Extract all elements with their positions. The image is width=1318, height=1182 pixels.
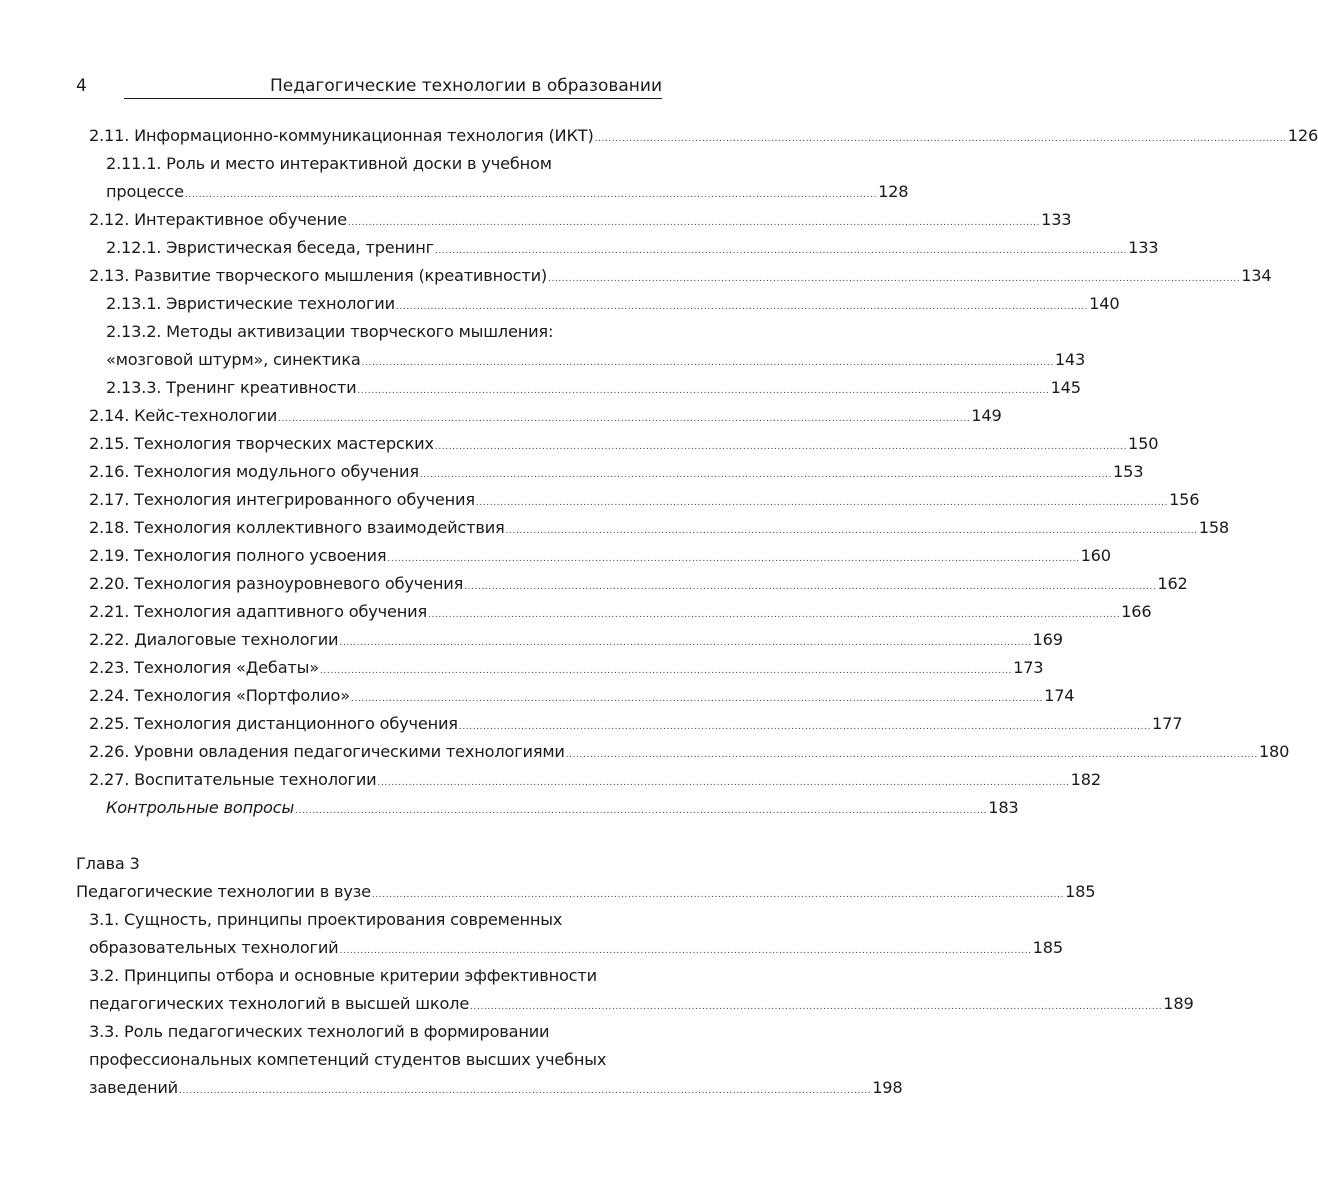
toc-entry-title: 2.11. Информационно-коммуникационная технология (ИКТ) [89, 126, 594, 145]
toc-entry [0, 796, 1019, 824]
toc-entry [0, 908, 756, 936]
toc-entry-line [89, 490, 1200, 509]
toc-entry-title: 2.23. Технология «Дебаты» [89, 658, 319, 677]
toc-leader-dots: ........................................................................................................................................................................................................ [458, 722, 1152, 732]
toc-leader-dots: ........................................................................................................................................................................................................ [505, 526, 1198, 536]
toc-entry-page: 198 [872, 1078, 903, 1097]
toc-entry-line [89, 938, 1063, 957]
header-rule [124, 98, 662, 99]
toc-entry-line [89, 1022, 549, 1041]
toc-leader-dots: ........................................................................................................................................................................................................ [594, 134, 1287, 144]
toc-entry-page: 143 [1054, 350, 1086, 369]
toc-entry [0, 264, 1272, 292]
toc-entry-line [89, 434, 1159, 453]
toc-leader-dots: ........................................................................................................................................................................................................ [387, 554, 1080, 564]
toc-entry-page: 185 [1065, 882, 1096, 901]
toc-entry-line [89, 406, 1002, 425]
toc-entry-title: «мозговой штурм», синектика [106, 350, 361, 369]
toc-entry-line [89, 994, 1194, 1013]
toc-leader-dots: ........................................................................................................................................................................................................ [371, 890, 1065, 900]
toc-entry-page: 173 [1013, 658, 1044, 677]
table-of-contents [0, 124, 1318, 1104]
toc-entry-line [89, 518, 1230, 537]
toc-entry-page: 177 [1152, 714, 1183, 733]
toc-entry [0, 320, 756, 348]
toc-entry-page: 133 [1041, 210, 1072, 229]
toc-entry [0, 404, 1002, 432]
toc-entry-page: 169 [1032, 630, 1063, 649]
toc-entry-page: 158 [1198, 518, 1230, 537]
toc-entry-title: 3.3. Роль педагогических технологий в формировании [89, 1022, 550, 1041]
toc-leader-dots: ........................................................................................................................................................................................................ [350, 694, 1044, 704]
toc-entry-page: 153 [1113, 462, 1144, 481]
toc-entry-title: 2.11.1. Роль и место интерактивной доски в учебном [106, 154, 552, 173]
toc-leader-dots: ........................................................................................................................................................................................................ [419, 470, 1113, 480]
toc-entry-line [89, 1050, 606, 1069]
toc-entry-line [106, 154, 552, 173]
toc-entry-page: 156 [1169, 490, 1200, 509]
toc-entry [0, 348, 1086, 376]
toc-entry-line [89, 686, 1075, 705]
toc-entry-title: 3.2. Принципы отбора и основные критерии эффективности [89, 966, 597, 985]
toc-entry-page: 174 [1044, 686, 1075, 705]
toc-entry [0, 1020, 756, 1048]
toc-entry [0, 180, 909, 208]
toc-entry-line [106, 322, 553, 341]
toc-entry-line [89, 210, 1072, 229]
toc-entry [0, 852, 756, 880]
toc-entry-page: 160 [1080, 546, 1111, 565]
running-title: Педагогические технологии в образовании [270, 76, 662, 96]
toc-entry-line [89, 126, 1318, 145]
toc-entry-title: 2.16. Технология модульного обучения [89, 462, 419, 481]
toc-entry-line [89, 714, 1183, 733]
toc-entry-title: 2.13. Развитие творческого мышления (креативности) [89, 266, 548, 285]
toc-leader-dots: ........................................................................................................................................................................................................ [347, 218, 1041, 228]
toc-entry-title: 2.19. Технология полного усвоения [89, 546, 387, 565]
toc-leader-dots: ........................................................................................................................................................................................................ [475, 498, 1169, 508]
toc-entry-line [89, 266, 1272, 285]
toc-leader-dots: ........................................................................................................................................................................................................ [295, 806, 988, 816]
toc-entry-title: Педагогические технологии в вузе [76, 882, 371, 901]
toc-entry-page: 140 [1089, 294, 1120, 313]
toc-leader-dots: ........................................................................................................................................................................................................ [339, 638, 1032, 648]
toc-entry-title: профессиональных компетенций студентов высших учебных [89, 1050, 607, 1069]
toc-entry-line [76, 854, 140, 873]
toc-leader-dots: ........................................................................................................................................................................................................ [377, 778, 1070, 788]
toc-entry-title: 2.22. Диалоговые технологии [89, 630, 339, 649]
toc-entry-title: 2.21. Технология адаптивного обучения [89, 602, 427, 621]
toc-entry-page: 150 [1128, 434, 1159, 453]
toc-entry-title: 2.27. Воспитательные технологии [89, 770, 377, 789]
toc-entry-title: 2.13.1. Эвристические технологии [106, 294, 395, 313]
toc-leader-dots: ........................................................................................................................................................................................................ [278, 414, 971, 424]
toc-entry [0, 964, 756, 992]
toc-entry-line [89, 910, 562, 929]
toc-entry [0, 544, 1111, 572]
toc-entry-title: 2.26. Уровни овладения педагогическими технологиями [89, 742, 565, 761]
toc-entry [0, 488, 1200, 516]
toc-entry [0, 1048, 756, 1076]
toc-entry-title: образовательных технологий [89, 938, 339, 957]
toc-entry-page: 185 [1032, 938, 1063, 957]
toc-entry-title: 2.12. Интерактивное обучение [89, 210, 347, 229]
toc-entry [0, 236, 1159, 264]
toc-spacer [0, 824, 756, 852]
toc-leader-dots: ........................................................................................................................................................................................................ [565, 750, 1258, 760]
toc-leader-dots: ........................................................................................................................................................................................................ [434, 442, 1128, 452]
toc-entry-page: 128 [878, 182, 909, 201]
toc-entry [0, 460, 1144, 488]
toc-entry-title: 2.18. Технология коллективного взаимодействия [89, 518, 505, 537]
toc-leader-dots: ........................................................................................................................................................................................................ [470, 1002, 1163, 1012]
toc-leader-dots: ........................................................................................................................................................................................................ [464, 582, 1157, 592]
toc-entry [0, 992, 1194, 1020]
toc-entry-page: 182 [1070, 770, 1101, 789]
toc-entry-line [89, 966, 597, 985]
toc-entry [0, 208, 1072, 236]
toc-entry-page: 134 [1241, 266, 1272, 285]
toc-entry-title: 2.13.3. Тренинг креативности [106, 378, 357, 397]
toc-entry-line [89, 1078, 903, 1097]
toc-entry-title: 2.14. Кейс-технологии [89, 406, 278, 425]
toc-entry-page: 145 [1050, 378, 1081, 397]
toc-entry-title: 2.12.1. Эвристическая беседа, тренинг [106, 238, 434, 257]
toc-entry-page: 149 [971, 406, 1002, 425]
toc-entry-page: 126 [1287, 126, 1318, 145]
toc-entry-title: заведений [89, 1078, 179, 1097]
toc-entry-line [106, 798, 1019, 817]
toc-entry-title: 2.13.2. Методы активизации творческого мышления: [106, 322, 554, 341]
toc-entry [0, 600, 1152, 628]
toc-entry [0, 152, 756, 180]
toc-leader-dots: ........................................................................................................................................................................................................ [184, 190, 878, 200]
toc-leader-dots: ........................................................................................................................................................................................................ [395, 302, 1089, 312]
page-number: 4 [76, 76, 87, 96]
toc-entry-page: 180 [1258, 742, 1290, 761]
toc-entry [0, 656, 1044, 684]
toc-entry-title: 2.20. Технология разноуровневого обучения [89, 574, 464, 593]
toc-leader-dots: ........................................................................................................................................................................................................ [319, 666, 1013, 676]
toc-entry-line [89, 574, 1188, 593]
toc-entry [0, 376, 1081, 404]
toc-entry [0, 516, 1230, 544]
toc-entry-line [106, 238, 1159, 257]
toc-entry-title: 2.24. Технология «Портфолио» [89, 686, 350, 705]
toc-leader-dots: ........................................................................................................................................................................................................ [548, 274, 1241, 284]
toc-entry-line [89, 770, 1101, 789]
toc-entry-title: 2.17. Технология интегрированного обучения [89, 490, 475, 509]
toc-entry-line [89, 742, 1290, 761]
toc-leader-dots: ........................................................................................................................................................................................................ [434, 246, 1128, 256]
toc-entry-line [89, 546, 1111, 565]
toc-entry-title: 3.1. Сущность, принципы проектирования современных [89, 910, 563, 929]
toc-entry [0, 684, 1075, 712]
toc-leader-dots: ........................................................................................................................................................................................................ [357, 386, 1050, 396]
toc-entry [0, 740, 1290, 768]
toc-entry-line [76, 882, 1096, 901]
toc-entry-page: 162 [1157, 574, 1188, 593]
toc-leader-dots: ........................................................................................................................................................................................................ [179, 1086, 872, 1096]
toc-entry [0, 768, 1101, 796]
toc-leader-dots: ........................................................................................................................................................................................................ [361, 358, 1054, 368]
toc-entry [0, 572, 1188, 600]
toc-entry-line [89, 658, 1044, 677]
toc-entry [0, 712, 1183, 740]
toc-entry-line [106, 350, 1086, 369]
toc-entry [0, 1076, 903, 1104]
toc-entry-line [89, 602, 1152, 621]
toc-entry [0, 628, 1063, 656]
toc-entry [0, 880, 1096, 908]
toc-entry-title: процессе [106, 182, 184, 201]
toc-entry-title: 2.15. Технология творческих мастерских [89, 434, 434, 453]
toc-entry-page: 189 [1163, 994, 1194, 1013]
toc-entry-page: 166 [1121, 602, 1152, 621]
toc-entry-line [106, 294, 1120, 313]
toc-entry-line [106, 378, 1081, 397]
toc-entry-title: 2.25. Технология дистанционного обучения [89, 714, 458, 733]
toc-entry [0, 292, 1120, 320]
toc-leader-dots: ........................................................................................................................................................................................................ [427, 610, 1121, 620]
toc-entry-title: педагогических технологий в высшей школе [89, 994, 470, 1013]
toc-entry-title: Глава 3 [76, 854, 140, 873]
toc-entry [0, 432, 1159, 460]
toc-entry-line [89, 462, 1144, 481]
toc-entry-line [106, 182, 909, 201]
toc-entry [0, 124, 1318, 152]
toc-entry-title: Контрольные вопросы [106, 798, 295, 817]
toc-entry [0, 936, 1063, 964]
toc-leader-dots: ........................................................................................................................................................................................................ [339, 946, 1032, 956]
toc-entry-page: 133 [1128, 238, 1159, 257]
toc-entry-page: 183 [988, 798, 1019, 817]
toc-entry-line [89, 630, 1063, 649]
